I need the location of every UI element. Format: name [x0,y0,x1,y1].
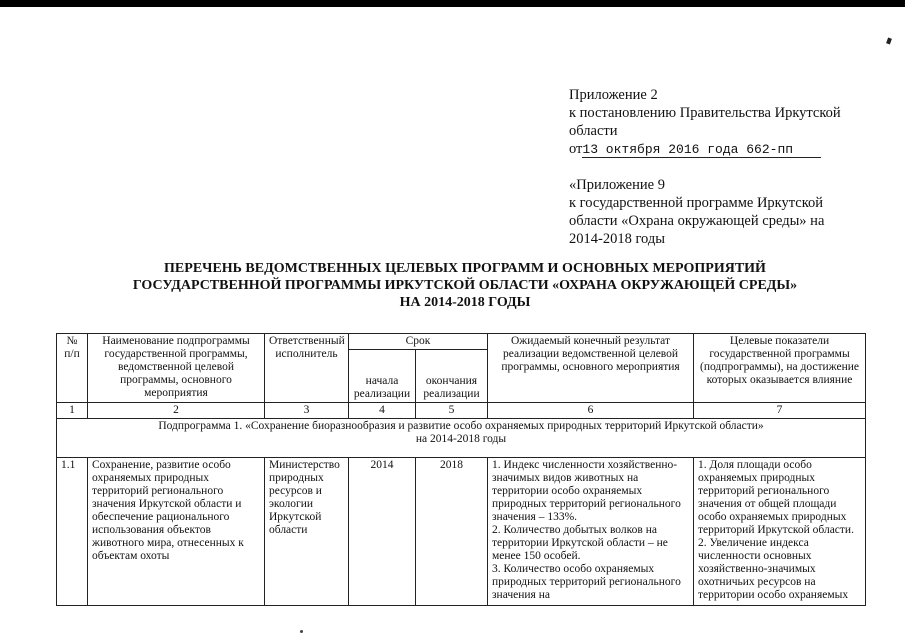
subprogram-line1: Подпрограмма 1. «Сохранение биоразнообразия и развитие особо охраняемых природных территорий Иркутской области» [158,420,764,432]
col-number-2: 2 [88,403,265,419]
row-targets [694,458,866,606]
appendix-9-line3: 2014-2018 годы [569,231,665,247]
appendix-9-block [569,176,889,248]
header-executor: Ответственный исполнитель [265,334,349,403]
appendix-2-date-line [569,140,889,159]
heading-line1: ПЕРЕЧЕНЬ ВЕДОМСТВЕННЫХ ЦЕЛЕВЫХ ПРОГРАММ И ОСНОВНЫХ МЕРОПРИЯТИЙ [164,261,766,276]
scan-mark [886,37,892,44]
appendix-2-block [569,86,889,159]
table-row [57,458,866,606]
row-end: 2018 [416,458,488,606]
col-number-1: 1 [57,403,88,419]
date-prefix: от [569,141,583,157]
column-number-row [57,403,866,419]
col-number-6: 6 [488,403,694,419]
subprogram-row [57,419,866,458]
row-num: 1.1 [57,458,88,606]
appendix-2-line2: области [569,123,618,139]
scan-speck [300,630,303,633]
row-executor: Министерство природных ресурсов и экологии Иркутской области [265,458,349,606]
header-num: № п/п [57,334,88,403]
header-name: Наименование подпрограммы государственной программы, ведомственной целевой программы, основного мероприятия [88,334,265,403]
row-targets-1: 1. Доля площади особо охраняемых природных территорий регионального значения от общей площади особо охраняемых природных территорий Иркутской области. [698,459,854,536]
header-result: Ожидаемый конечный результат реализации ведомственной целевой программы, основного мероприятия [488,334,694,403]
row-start: 2014 [349,458,416,606]
subprogram-line2: на 2014-2018 годы [415,433,507,445]
row-result-2: 2. Количество добытых волков на территории Иркутской области – не менее 150 особей. [492,524,668,562]
row-result-1: 1. Индекс численности хозяйственно-значимых видов животных на территории особо охраняемых природных территорий регионального значения – 133%. [492,459,681,523]
row-result-3: 3. Количество особо охраняемых природных территорий регионального значения на [492,563,681,601]
col-number-5: 5 [416,403,488,419]
scan-border-top [0,0,905,7]
col-number-7: 7 [694,403,866,419]
col-number-4: 4 [349,403,416,419]
appendix-2-line1: к постановлению Правительства Иркутской [569,105,841,121]
appendix-9-line2: области «Охрана окружающей среды» на [569,213,825,229]
appendix-9-line1: к государственной программе Иркутской [569,195,824,211]
program-table [56,333,866,606]
row-result [488,458,694,606]
header-targets: Целевые показатели государственной программы (подпрограммы), на достижение которых оказывается влияние [694,334,866,403]
date-value: 13 октября 2016 года 662-пп [582,142,821,158]
appendix-2-title: Приложение 2 [569,87,658,103]
subprogram-title [57,419,866,458]
row-targets-2: 2. Увеличение индекса численности основных хозяйственно-значимых охотничьих ресурсов на территории особо охраняемых [698,537,849,601]
col-number-3: 3 [265,403,349,419]
document-heading [70,260,860,311]
header-start: начала реализации [349,350,416,403]
header-term: Срок [349,334,488,350]
row-name: Сохранение, развитие особо охраняемых природных территорий регионального значения Иркутской области и обеспечение рационального использования объектов животного мира, отнесенных к объектам охоты [88,458,265,606]
heading-line3: НА 2014-2018 ГОДЫ [399,295,531,310]
table-header-row [57,334,866,350]
appendix-9-title: «Приложение 9 [569,177,665,193]
header-end: окончания реализации [416,350,488,403]
heading-line2: ГОСУДАРСТВЕННОЙ ПРОГРАММЫ ИРКУТСКОЙ ОБЛАСТИ «ОХРАНА ОКРУЖАЮЩЕЙ СРЕДЫ» [132,278,798,293]
